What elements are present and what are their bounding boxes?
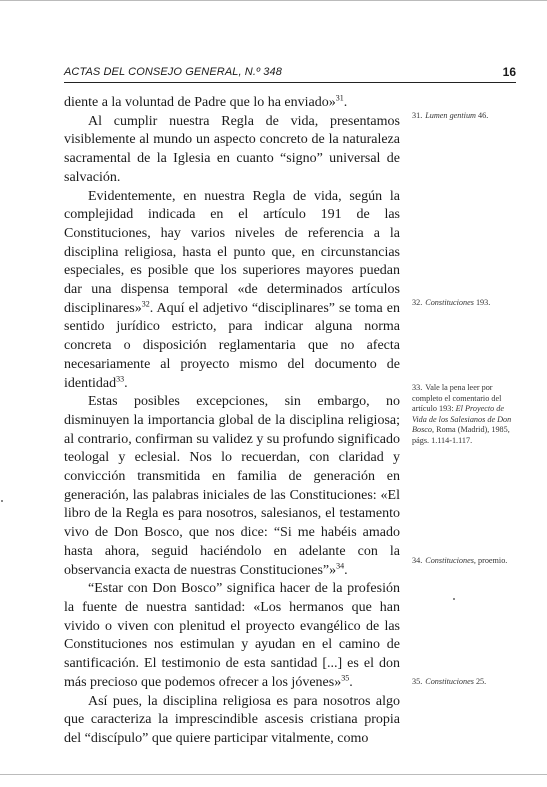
margin-note: 33. Vale la pena leer por completo el comentario del artículo 193: El Proyecto de Vida de los Salesianos de Don Bosco, Roma (Madrid), 1985, págs. 1.114-1.117.: [412, 383, 512, 445]
scan-speck: [1, 500, 3, 502]
margin-note: 34. Constituciones, proemio.: [412, 556, 508, 565]
scan-border-bottom: [0, 774, 547, 775]
journal-title: ACTAS DEL CONSEJO GENERAL, N.º 348: [64, 66, 282, 78]
paragraph: Evidentemente, en nuestra Regla de vida, según la complejidad indicada en el artículo 191 de las Constituciones, hay varios niveles de referencia a la disciplina religiosa, hasta el punto que, en circunstancias especiales, es posible que los superiores mayores puedan dar una dispensa temporal «de determinados artículos disciplinares»$^{32}$. Aquí el adjetivo “disciplinares” se toma en sentido jurídico estricto, para indicar alguna norma concreta o disposición reglamentaria que no afecta necesariamente al proyecto mismo del documento de identidad$^{33}$.: [64, 188, 400, 391]
margin-note: 31. Lumen gentium 46.: [412, 111, 489, 120]
scan-speck: [453, 598, 455, 600]
main-text: [64, 94, 400, 749]
paragraph: “Estar con Don Bosco” significa hacer de la profesión la fuente de nuestra santidad: «Los hermanos que han vivido o viven con plenitud el proyecto evangélico de las Constituciones nos estimulan y ayudan en el camino de santificación. El testimonio de esta santidad [...] es el don más precioso que podemos ofrecer a los jóvenes»$^{35}$.: [64, 581, 400, 690]
footnote-ref: 32: [141, 299, 150, 309]
footnote-ref: 33: [116, 373, 125, 383]
margin-note: 35. Constituciones 25.: [412, 677, 487, 686]
paragraph: Estas posibles excepciones, sin embargo, no disminuyen la importancia global de la disciplina religiosa; al contrario, confirman su validez y su profundo significado teologal y eclesial. Nos lo recuerdan, con claridad y convicción transmitida en familia de generación en generación, las palabras iniciales de las Constituciones: «El libro de la Regla es para nosotros, salesianos, el testamento vivo de Don Bosco, que nos dice: “Si me habéis amado hasta ahora, seguid haciéndolo en adelante con la observancia exacta de nuestras Constituciones”»$^{34}$.: [64, 394, 400, 578]
margin-note: 32. Constituciones 193.: [412, 298, 491, 307]
running-header: [64, 64, 516, 83]
paragraph: Al cumplir nuestra Regla de vida, presentamos visiblemente al mundo un aspecto concreto de la naturaleza sacramental de la Iglesia en cuanto “signo” universal de salvación.: [64, 113, 400, 185]
paragraph: Así pues, la disciplina religiosa es para nosotros algo que caracteriza la imprescindible ascesis cristiana propia del “discípulo” que quiere participar vitalmente, como: [64, 693, 400, 746]
footnote-ref: 35: [341, 673, 350, 683]
footnote-ref: 31: [335, 93, 344, 103]
paragraph: diente a la voluntad de Padre que lo ha enviado»$^{31}$.: [64, 93, 348, 110]
footnote-ref: 34: [336, 560, 345, 570]
page-number: 16: [502, 65, 516, 79]
scan-border-top: [0, 0, 547, 1]
